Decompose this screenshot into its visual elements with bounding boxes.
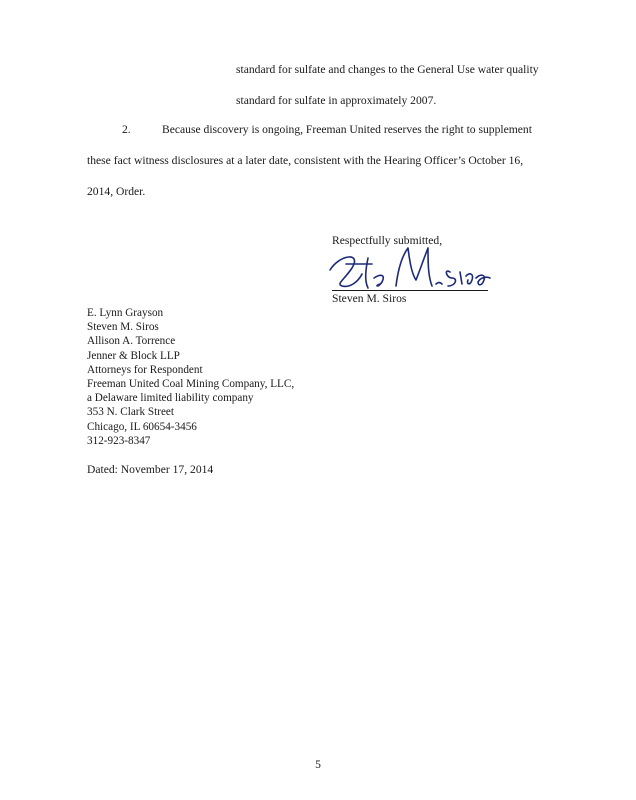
- counsel-line: a Delaware limited liability company: [87, 392, 254, 405]
- counsel-line: Freeman United Coal Mining Company, LLC,: [87, 378, 295, 391]
- counsel-line: Steven M. Siros: [87, 321, 159, 334]
- counsel-line: Chicago, IL 60654-3456: [87, 420, 197, 433]
- counsel-line: E. Lynn Grayson: [87, 307, 164, 319]
- page-number: 5: [315, 758, 321, 771]
- signature-rule: [332, 290, 488, 291]
- paragraph-line-1: Because discovery is ongoing, Freeman United reserves the right to supplement: [162, 123, 532, 136]
- counsel-line: Allison A. Torrence: [87, 335, 176, 348]
- counsel-line: Jenner & Block LLP: [87, 349, 180, 362]
- counsel-address-block: [87, 306, 294, 448]
- signature-closing: Respectfully submitted,: [332, 234, 443, 247]
- paragraph-line-2: these fact witness disclosures at a later date, consistent with the Hearing Officer’s October 16,: [87, 154, 524, 167]
- dated-line: Dated: November 17, 2014: [87, 463, 214, 476]
- counsel-line: 312-923-8347: [87, 434, 151, 447]
- signature-block: [332, 234, 512, 314]
- continuation-line-1: standard for sulfate and changes to the General Use water quality: [236, 63, 539, 76]
- paragraph-number: 2.: [122, 123, 131, 136]
- continuation-line-2: standard for sulfate in approximately 2007.: [236, 94, 437, 107]
- counsel-line: Attorneys for Respondent: [87, 363, 203, 376]
- counsel-line: 353 N. Clark Street: [87, 406, 174, 419]
- paragraph-line-3: 2014, Order.: [87, 185, 146, 198]
- handwritten-signature: [328, 242, 492, 294]
- signer-name: Steven M. Siros: [332, 292, 407, 305]
